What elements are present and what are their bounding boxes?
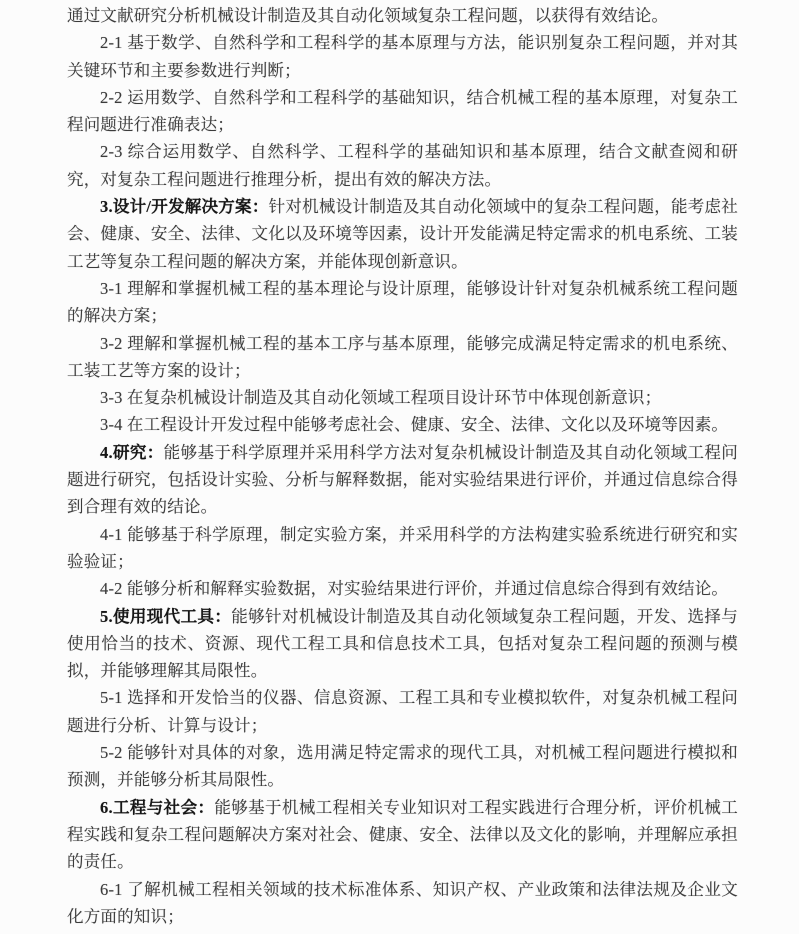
document-text-block <box>67 2 738 930</box>
paragraph-text: 通过文献研究分析机械设计制造及其自动化领域复杂工程问题，以获得有效结论。 <box>67 6 669 25</box>
paragraph-text: 能够基于科学原理并采用科学方法对复杂机械设计制造及其自动化领域工程问题进行研究，包括设计实验、分析与解释数据，能对实验结果进行评价，并通过信息综合得到合理有效的结论。 <box>67 442 738 517</box>
paragraph-text: 3-2 理解和掌握机械工程的基本工序与基本原理，能够完成满足特定需求的机电系统、工装工艺等方案的设计； <box>67 333 738 380</box>
paragraph-text: 3-1 理解和掌握机械工程的基本理论与设计原理，能够设计针对复杂机械系统工程问题的解决方案； <box>67 278 738 326</box>
paragraph <box>67 384 738 411</box>
paragraph-text: 5-1 选择和开发恰当的仪器、信息资源、工程工具和专业模拟软件，对复杂机械工程问题进行分析、计算与设计； <box>67 688 738 735</box>
paragraph <box>67 684 738 739</box>
paragraph-heading: 4.研究： <box>100 442 164 462</box>
paragraph <box>67 275 738 330</box>
paragraph <box>67 603 738 685</box>
paragraph <box>67 876 738 931</box>
paragraph-text: 能够基于机械工程相关专业知识对工程实践进行合理分析，评价机械工程实践和复杂工程问题解决方案对社会、健康、安全、法律以及文化的影响，并理解应承担的责任。 <box>67 797 738 872</box>
paragraph-heading: 3.设计/开发解决方案： <box>100 197 269 217</box>
paragraph-text: 3-3 在复杂机械设计制造及其自动化领域工程项目设计环节中体现创新意识； <box>100 388 662 408</box>
paragraph <box>67 193 738 275</box>
paragraph <box>67 575 738 602</box>
paragraph-text: 5-2 能够针对具体的对象，选用满足特定需求的现代工具，对机械工程问题进行模拟和预测，并能够分析其局限性。 <box>67 743 738 790</box>
paragraph-text: 4-1 能够基于科学原理，制定实验方案，并采用科学的方法构建实验系统进行研究和实验验证； <box>67 524 738 571</box>
paragraph <box>67 2 738 29</box>
paragraph <box>67 29 738 84</box>
paragraph-heading: 6.工程与社会： <box>100 797 215 817</box>
paragraph-text: 3-4 在工程设计开发过程中能够考虑社会、健康、安全、法律、文化以及环境等因素。 <box>100 415 729 435</box>
paragraph-text: 能够针对机械设计制造及其自动化领域复杂工程问题，开发、选择与使用恰当的技术、资源、现代工程工具和信息技术工具，包括对复杂工程问题的预测与模拟，并能够理解其局限性。 <box>67 606 738 681</box>
paragraph <box>67 439 738 521</box>
paragraph <box>67 330 738 385</box>
paragraph-text: 2-3 综合运用数学、自然科学、工程科学的基础知识和基本原理，结合文献查阅和研究，对复杂工程问题进行推理分析，提出有效的解决方法。 <box>67 142 738 189</box>
paragraph-text: 4-2 能够分析和解释实验数据，对实验结果进行评价，并通过信息综合得到有效结论。 <box>100 579 729 599</box>
paragraph-text: 6-1 了解机械工程相关领域的技术标准体系、知识产权、产业政策和法律法规及企业文化方面的知识； <box>67 879 738 926</box>
paragraph <box>67 739 738 794</box>
paragraph-heading: 5.使用现代工具： <box>100 606 232 626</box>
paragraph <box>67 411 738 438</box>
paragraph-text: 2-2 运用数学、自然科学和工程科学的基础知识，结合机械工程的基本原理，对复杂工程问题进行准确表达； <box>67 87 738 135</box>
paragraph <box>67 521 738 576</box>
paragraph <box>67 138 738 193</box>
paragraph-text: 针对机械设计制造及其自动化领域中的复杂工程问题，能考虑社会、健康、安全、法律、文化以及环境等因素，设计开发能满足特定需求的机电系统、工装工艺等复杂工程问题的解决方案，并能体现创新意识。 <box>67 197 738 271</box>
paragraph <box>67 84 738 139</box>
paragraph <box>67 794 738 876</box>
paragraph-text: 2-1 基于数学、自然科学和工程科学的基本原理与方法，能识别复杂工程问题，并对其关键环节和主要参数进行判断； <box>67 33 738 80</box>
